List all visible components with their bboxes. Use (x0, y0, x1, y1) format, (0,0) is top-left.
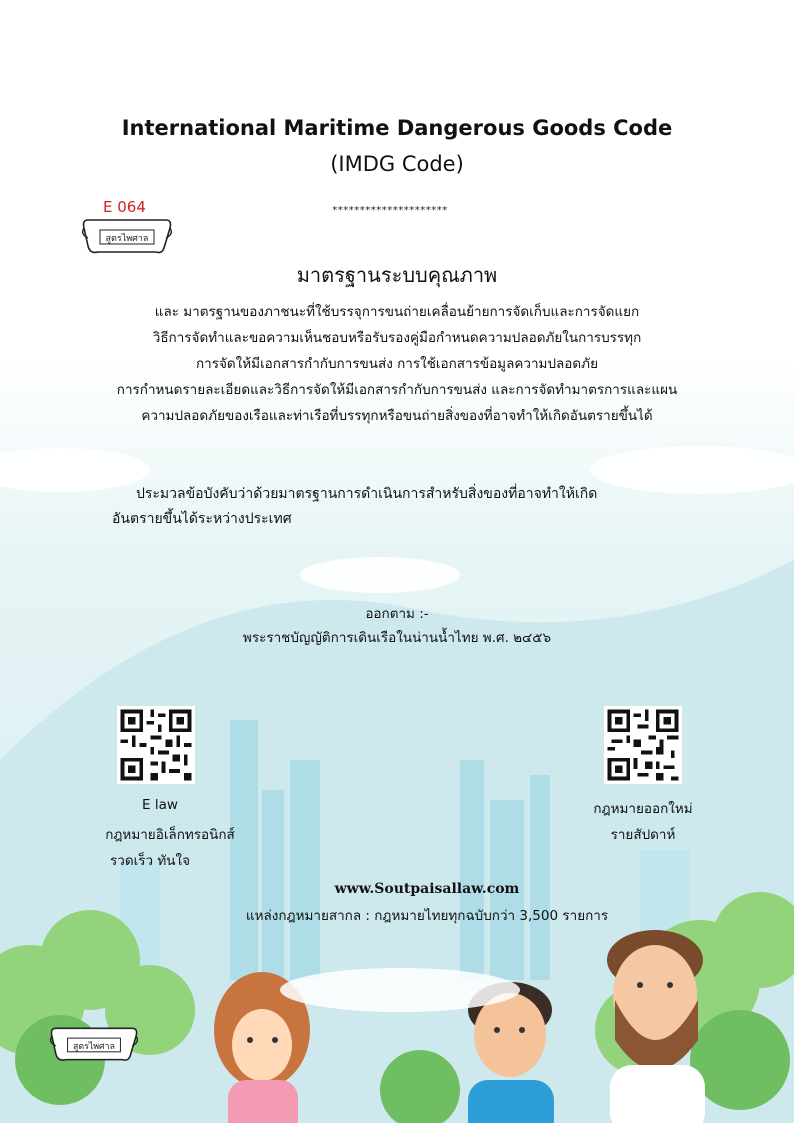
subject-line: การจัดให้มีเอกสารกำกับการขนส่ง การใช้เอกสารข้อมูลความปลอดภัย (196, 356, 598, 372)
regulation-line: อันตรายขึ้นได้ระหว่างประเทศ (112, 511, 292, 527)
qr-code-icon[interactable] (117, 706, 195, 784)
elaw-label: E law (142, 797, 178, 813)
new-law-frequency: รายสัปดาห์ (610, 827, 676, 843)
new-law-label: กฎหมายออกใหม่ (593, 801, 693, 817)
document-code: E 064 (103, 198, 146, 216)
scroll-logo-icon (48, 1022, 140, 1064)
elaw-tagline: รวดเร็ว ทันใจ (110, 853, 190, 869)
svg-text:สูตรไพศาล: สูตรไพศาล (105, 234, 149, 244)
thai-heading: มาตรฐานระบบคุณภาพ (296, 263, 498, 287)
separator-line: ********************* (332, 205, 448, 216)
subject-line: และ มาตรฐานของภาชนะที่ใช้บรรจุการขนถ่ายเคลื่อนย้ายการจัดเก็บและการจัดแยก (154, 304, 640, 320)
qr-code-icon[interactable] (604, 706, 682, 784)
elaw-subtitle: กฎหมายอิเล็กทรอนิกส์ (105, 827, 235, 843)
issued-under-label: ออกตาม :- (365, 606, 429, 622)
english-title: International Maritime Dangerous Goods Code (121, 116, 673, 140)
subject-line: วิธีการจัดทำและขอความเห็นชอบหรือรับรองคู่มือกำหนดความปลอดภัยในการบรรทุก (152, 330, 642, 346)
issued-under-act: พระราชบัญญัติการเดินเรือในน่านน้ำไทย พ.ศ. ๒๔๕๖ (242, 630, 552, 646)
regulation-line: ประมวลข้อบังคับว่าด้วยมาตรฐานการดำเนินการสำหรับสิ่งของที่อาจทำให้เกิด (136, 486, 598, 502)
subject-line: การกำหนดรายละเอียดและวิธีการจัดให้มีเอกสารกำกับการขนส่ง และการจัดทำมาตรการและแผน (116, 382, 678, 398)
website-link[interactable]: www.Soutpaisallaw.com (334, 881, 520, 897)
subject-line: ความปลอดภัยของเรือและท่าเรือที่บรรทุกหรือขนถ่ายสิ่งของที่อาจทำให้เกิดอันตรายขึ้นได้ (141, 408, 653, 424)
source-line: แหล่งกฎหมายสากล : กฎหมายไทยทุกฉบับกว่า 3,500 รายการ (245, 908, 609, 924)
svg-text:สูตรไพศาล: สูตรไพศาล (73, 1041, 115, 1052)
code-abbreviation: (IMDG Code) (330, 152, 464, 176)
scroll-logo-icon (80, 214, 174, 256)
